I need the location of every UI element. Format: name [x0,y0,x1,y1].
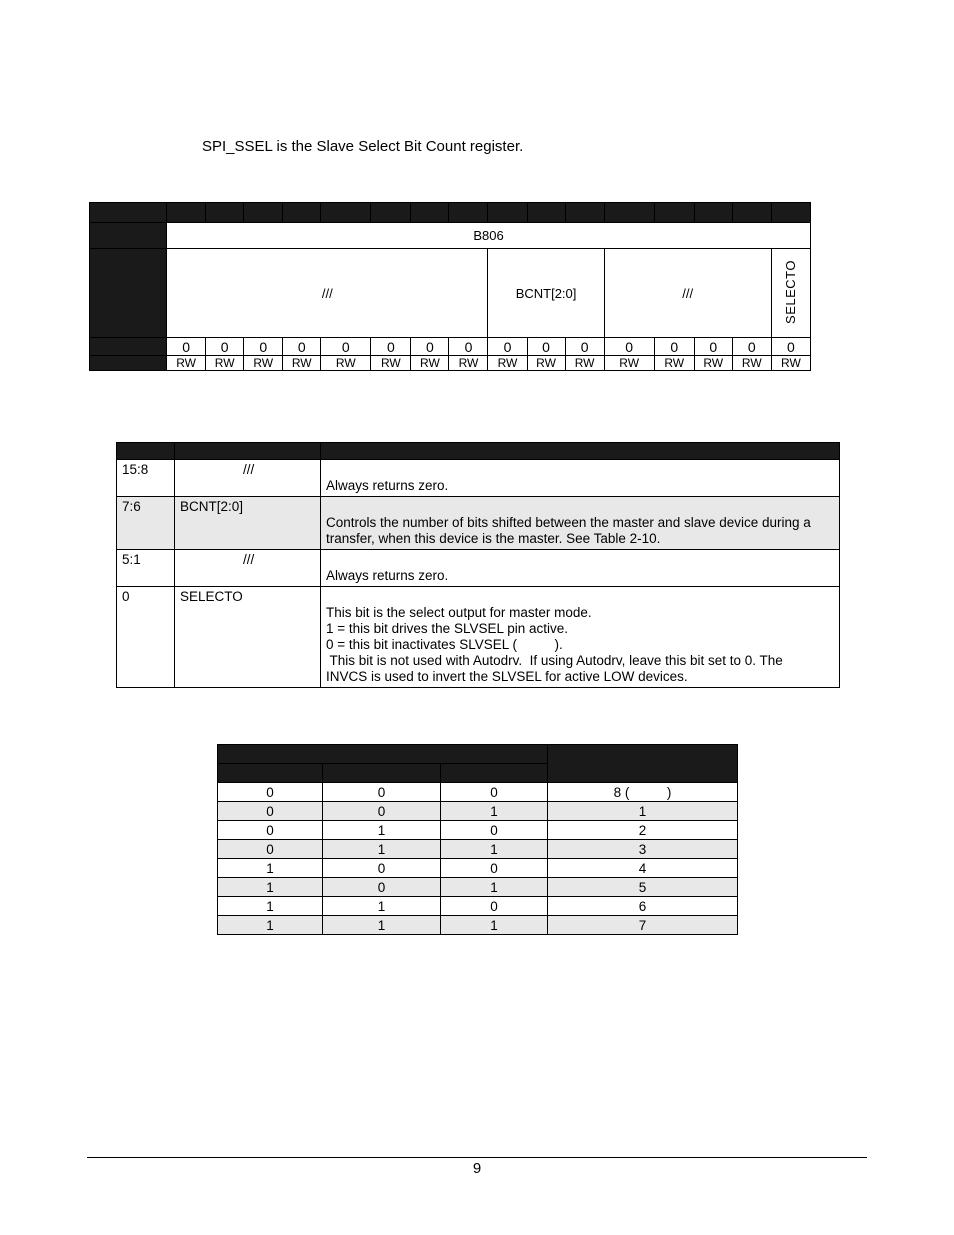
bit-description [321,497,840,550]
table-row: 1 0 1 5 [218,878,738,897]
description-line: This bit is not used with Autodrv. If using Autodrv, leave this bit set to 0. The [326,653,783,668]
reset-value: 0 [283,338,321,356]
reset-value: 0 [244,338,283,356]
reset-value: 0 [206,338,244,356]
footer-rule [87,1157,867,1158]
access-value: RW [244,356,283,371]
table-row [117,460,840,497]
field-reserved-mid: /// [604,249,771,338]
access-value: RW [654,356,694,371]
table-row [117,587,840,688]
description-line: Controls the number of bits shifted between the master and slave device during a [326,515,811,530]
reset-value: 0 [604,338,654,356]
access-value: RW [694,356,732,371]
access-value: RW [411,356,449,371]
table-row: 0 0 0 8 ( ) [218,783,738,802]
field-row-label [90,249,167,338]
description-line: 1 = this bit drives the SLVSEL pin active. [326,621,569,636]
description-line: 0 = this bit inactivates SLVSEL ( ). [326,637,563,652]
bit-name: /// [175,460,321,497]
reset-value: 0 [167,338,206,356]
table-row: 1 0 0 4 [218,859,738,878]
access-value: RW [488,356,527,371]
reset-value: 0 [488,338,527,356]
register-header-row [90,203,811,223]
register-address: B806 [167,223,811,249]
reset-value: 0 [321,338,371,356]
field-selecto [771,249,810,338]
page-number: 9 [472,1160,482,1177]
access-value: RW [167,356,206,371]
table-row [117,550,840,587]
bit-name: /// [175,550,321,587]
access-value: RW [732,356,771,371]
access-value: RW [449,356,488,371]
description-line: INVCS is used to invert the SLVSEL for active LOW devices. [326,669,688,684]
access-value: RW [565,356,604,371]
table-row [117,497,840,550]
bit-range: 15:8 [117,460,175,497]
bit-table-header [117,443,840,460]
bit-range: 0 [117,587,175,688]
bit-description [321,550,840,587]
bcnt-table [217,744,738,935]
bit-description [321,587,840,688]
access-value: RW [283,356,321,371]
register-intro: SPI_SSEL is the Slave Select Bit Count register. [202,138,524,155]
description-line: transfer, when this device is the master. See Table 2-10. [326,531,661,546]
field-bcnt: BCNT[2:0] [488,249,604,338]
access-value: RW [206,356,244,371]
reset-value: 0 [371,338,411,356]
reset-value: 0 [527,338,565,356]
access-row-label [90,356,167,371]
bit-range: 7:6 [117,497,175,550]
reset-row-label [90,338,167,356]
field-selecto-label: SELECTO [783,259,799,324]
access-value: RW [527,356,565,371]
table-row: 0 1 1 3 [218,840,738,859]
reset-value: 0 [449,338,488,356]
field-reserved-high: /// [167,249,488,338]
access-value: RW [371,356,411,371]
access-value: RW [771,356,810,371]
table-row: 1 1 0 6 [218,897,738,916]
access-value: RW [321,356,371,371]
reset-value: 0 [732,338,771,356]
reset-value: 0 [771,338,810,356]
description-line: This bit is the select output for master mode. [326,605,592,620]
bit-description [321,460,840,497]
access-value: RW [604,356,654,371]
table-row: 1 1 1 7 [218,916,738,935]
register-diagram [89,202,811,371]
bit-name: BCNT[2:0] [175,497,321,550]
address-row-label [90,223,167,249]
table-row: 0 0 1 1 [218,802,738,821]
description-line: Always returns zero. [326,568,449,583]
reset-value: 0 [411,338,449,356]
description-line: Always returns zero. [326,478,449,493]
reset-value: 0 [565,338,604,356]
bcnt-header-row [218,745,738,764]
table-row: 0 1 0 2 [218,821,738,840]
bit-range: 5:1 [117,550,175,587]
bit-description-table [116,442,840,688]
reset-value: 0 [654,338,694,356]
bit-name: SELECTO [175,587,321,688]
reset-value: 0 [694,338,732,356]
